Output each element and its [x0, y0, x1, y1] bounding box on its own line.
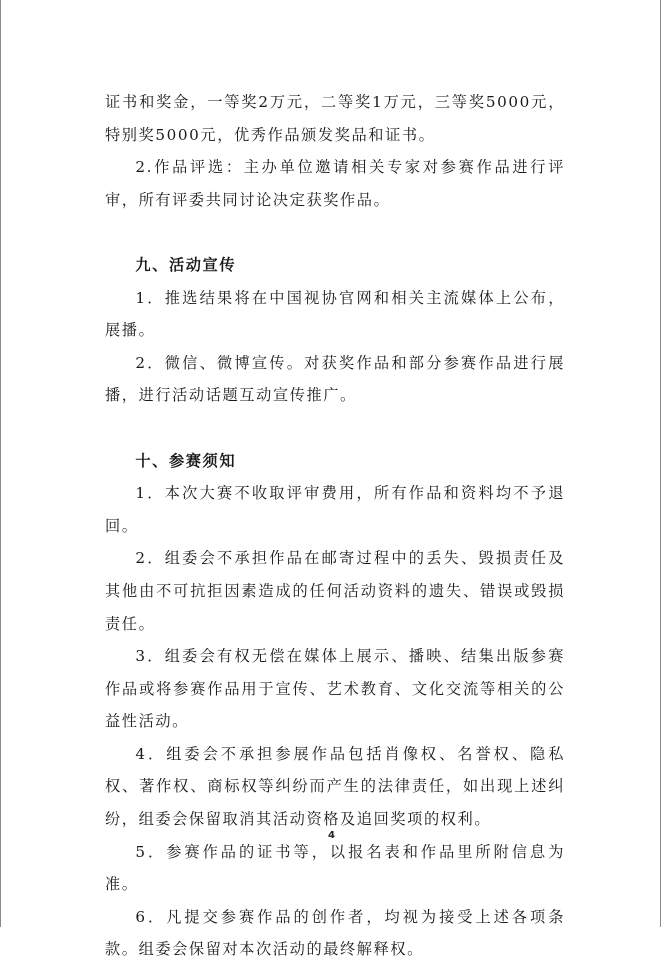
- notice-item-2: 2．组委会不承担作品在邮寄过程中的丢失、毁损责任及其他由不可抗拒因素造成的任何活动资料的遗失、错误或毁损责任。: [105, 549, 565, 633]
- section-heading-publicity: 九、活动宣传: [135, 255, 237, 274]
- publicity-item-1: 1．推选结果将在中国视协官网和相关主流媒体上公布，展播。: [105, 288, 565, 340]
- page-number: 4: [328, 830, 335, 841]
- notice-item-4: 4．组委会不承担参展作品包括肖像权、名誉权、隐私权、著作权、商标权等纠纷而产生的法律责任，如出现上述纠纷，组委会保留取消其活动资格及追回奖项的权利。: [105, 744, 565, 829]
- notice-item-5: 5．参赛作品的证书等，以报名表和作品里所附信息为准。: [105, 842, 565, 894]
- section-heading-entry-notice: 十、参赛须知: [135, 451, 237, 470]
- notice-item-6: 6．凡提交参赛作品的创作者，均视为接受上述各项条款。组委会保留对本次活动的最终解释权。: [105, 907, 565, 959]
- notice-item-3: 3．组委会有权无偿在媒体上展示、播映、结集出版参赛作品或将参赛作品用于宣传、艺术教育、文化交流等相关的公益性活动。: [105, 647, 565, 731]
- notice-item-1: 1．本次大赛不收取评审费用，所有作品和资料均不予退回。: [105, 484, 565, 535]
- judging-paragraph: 2.作品评选：主办单位邀请相关专家对参赛作品进行评审，所有评委共同讨论决定获奖作品。: [105, 158, 565, 209]
- prize-continuation-paragraph: 证书和奖金，一等奖2万元，二等奖1万元，三等奖5000元，特别奖5000元，优秀作品颁发奖品和证书。: [105, 93, 565, 144]
- publicity-item-2: 2．微信、微博宣传。对获奖作品和部分参赛作品进行展播，进行活动话题互动宣传推广。: [105, 353, 565, 405]
